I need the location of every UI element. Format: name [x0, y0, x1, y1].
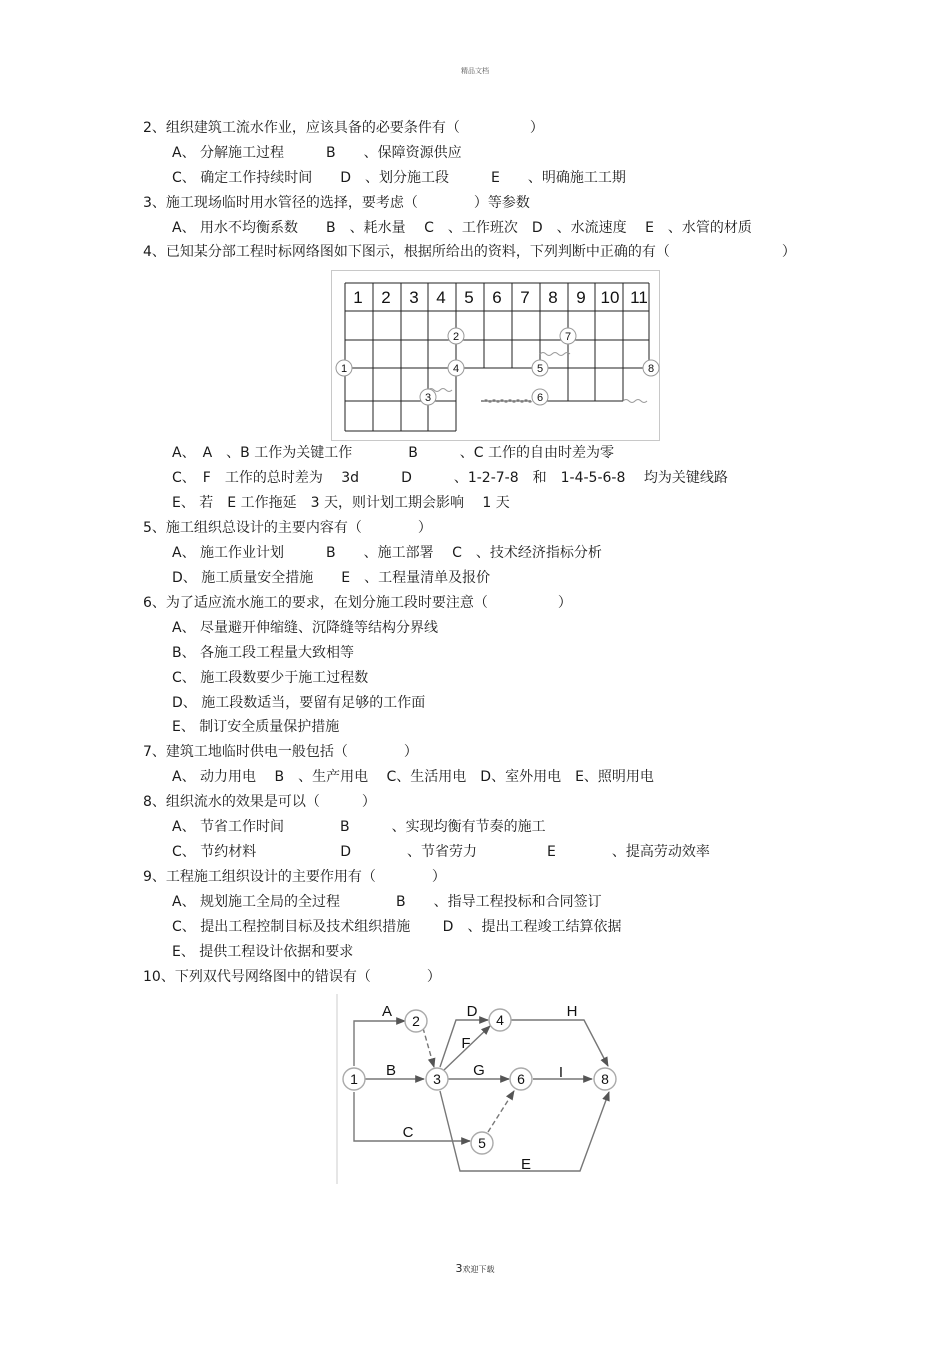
- question-6-stem: 6、为了适应流水施工的要求，在划分施工段时要注意（ ）: [143, 595, 572, 611]
- question-9-option-line: A、 规划施工全局的全过程 B 、指导工程投标和合同签订: [172, 894, 602, 910]
- question-2-stem: 2、组织建筑工流水作业，应该具备的必要条件有（ ）: [143, 120, 544, 136]
- time-label: 8: [548, 288, 558, 307]
- network-node: [532, 360, 548, 376]
- page-number: 3: [455, 1262, 463, 1275]
- network-node: [560, 328, 576, 344]
- time-label: 4: [436, 288, 446, 307]
- time-scaled-network-chart: [331, 270, 661, 442]
- question-5-option-line: A、 施工作业计划 B 、施工部署 C 、技术经济指标分析: [172, 545, 602, 561]
- activity-label: G: [473, 1062, 485, 1079]
- network-node: [405, 1010, 427, 1032]
- svg-text:5: 5: [478, 1135, 486, 1151]
- activity-label: D: [466, 1003, 478, 1020]
- time-label: 11: [630, 288, 648, 307]
- network-node: [643, 360, 659, 376]
- svg-text:6: 6: [536, 392, 544, 404]
- svg-text:5: 5: [536, 363, 544, 375]
- network-node: [448, 360, 464, 376]
- question-9-option-line: C、 提出工程控制目标及技术组织措施 D 、提出工程竣工结算依据: [172, 919, 622, 935]
- svg-text:4: 4: [452, 363, 460, 375]
- question-4-stem: 4、已知某分部工程时标网络图如下图示，根据所给出的资料，下列判断中正确的有（ ）: [143, 244, 796, 260]
- time-label: 10: [600, 288, 620, 307]
- network-node: [448, 328, 464, 344]
- question-2-option-line: A、 分解施工过程 B 、保障资源供应: [172, 145, 462, 161]
- question-6-option-line: C、 施工段数要少于施工过程数: [172, 670, 369, 686]
- network-node: [336, 360, 352, 376]
- svg-text:2: 2: [412, 1013, 420, 1029]
- network-node: [489, 1009, 511, 1031]
- time-label: 6: [492, 288, 502, 307]
- question-8-stem: 8、组织流水的效果是可以（ ）: [143, 794, 376, 810]
- network-node: [471, 1132, 493, 1154]
- activity-label: F: [461, 1035, 471, 1052]
- question-4-option-line: C、 F 工作的总时差为 3d D 、1-2-7-8 和 1-4-5-6-8 均为关键线路: [172, 470, 728, 486]
- footer-tag: 欢迎下载: [462, 1265, 495, 1274]
- svg-text:1: 1: [350, 1071, 358, 1087]
- activity-label: I: [558, 1064, 564, 1081]
- question-7-stem: 7、建筑工地临时供电一般包括（ ）: [143, 744, 418, 760]
- network-node: [426, 1068, 448, 1090]
- svg-text:3: 3: [424, 392, 432, 404]
- question-4-option-line: E、 若 E 工作拖延 3 天，则计划工期会影响 1 天: [172, 495, 510, 511]
- svg-text:3: 3: [433, 1071, 441, 1087]
- network-node: [532, 389, 548, 405]
- svg-text:2: 2: [452, 331, 460, 343]
- page-footer: [0, 1262, 950, 1275]
- activity-label: C: [402, 1124, 414, 1141]
- question-6-option-line: B、 各施工段工程量大致相等: [172, 645, 355, 661]
- svg-text:4: 4: [496, 1012, 504, 1028]
- question-8-option-line: A、 节省工作时间 B 、实现均衡有节奏的施工: [172, 819, 546, 835]
- network-node: [420, 389, 436, 405]
- question-9-option-line: E、 提供工程设计依据和要求: [172, 944, 354, 960]
- activity-label: A: [381, 1003, 393, 1020]
- svg-text:1: 1: [340, 363, 348, 375]
- time-label: 9: [576, 288, 586, 307]
- network-node: [594, 1068, 616, 1090]
- svg-text:7: 7: [564, 331, 572, 343]
- question-7-option-line: A、 动力用电 B 、生产用电 C、生活用电 D、室外用电 E、照明用电: [172, 769, 654, 785]
- activity-label: B: [385, 1062, 397, 1079]
- question-6-option-line: D、 施工段数适当，要留有足够的工作面: [172, 695, 426, 711]
- network-node: [343, 1068, 365, 1090]
- time-label: 3: [409, 288, 419, 307]
- question-6-option-line: A、 尽量避开伸缩缝、沉降缝等结构分界线: [172, 620, 439, 636]
- question-3-option-line: A、 用水不均衡系数 B 、耗水量 C 、工作班次 D 、水流速度 E 、水管的材质: [172, 220, 752, 236]
- question-3-stem: 3、施工现场临时用水管径的选择，要考虑（ ）等参数: [143, 195, 530, 211]
- svg-text:6: 6: [517, 1071, 525, 1087]
- question-10-stem: 10、下列双代号网络图中的错误有（ ）: [143, 969, 441, 985]
- question-2-option-line: C、 确定工作持续时间 D 、划分施工段 E 、明确施工工期: [172, 170, 626, 186]
- question-4-option-line: A、 A 、B 工作为关键工作 B 、C 工作的自由时差为零: [172, 445, 615, 461]
- double-code-network-diagram: [336, 994, 632, 1184]
- time-label: 1: [353, 288, 363, 307]
- svg-text:8: 8: [647, 363, 655, 375]
- question-8-option-line: C、 节约材料 D 、节省劳力 E 、提高劳动效率: [172, 844, 710, 860]
- question-6-option-line: E、 制订安全质量保护措施: [172, 719, 340, 735]
- activity-label: H: [566, 1003, 578, 1020]
- activity-label: E: [520, 1156, 532, 1173]
- question-5-stem: 5、施工组织总设计的主要内容有（ ）: [143, 520, 432, 536]
- question-9-stem: 9、工程施工组织设计的主要作用有（ ）: [143, 869, 446, 885]
- time-label: 7: [520, 288, 530, 307]
- time-label: 2: [381, 288, 391, 307]
- page-header: 精品文档: [461, 67, 489, 75]
- svg-text:8: 8: [601, 1071, 609, 1087]
- network-node: [510, 1068, 532, 1090]
- question-5-option-line: D、 施工质量安全措施 E 、工程量清单及报价: [172, 570, 491, 586]
- time-label: 5: [464, 288, 474, 307]
